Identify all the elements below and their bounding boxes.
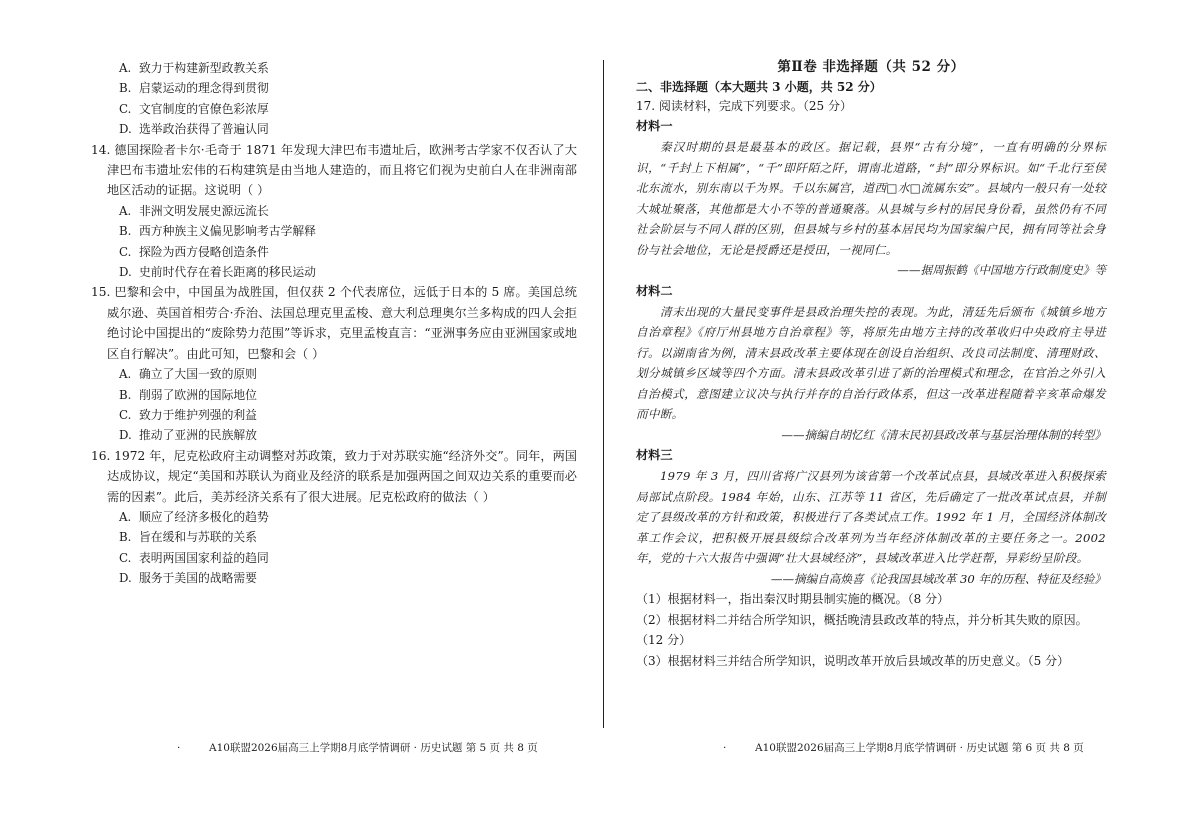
question-14-stem: 14. 德国探险者卡尔·毛奇于 1871 年发现大津巴布韦遗址后，欧洲考古学家不仅否认了大津巴布韦遗址宏伟的石构建筑是由当地人建造的，而且将它们视为史前白人在非洲南部地区活动的证据。这说明（ ） xyxy=(91,142,577,198)
material-2-source: ——摘编自胡忆红《清末民初县政改革与基层治理体制的转型》 xyxy=(781,427,1106,442)
option-a[interactable]: A. 确立了大国一致的原则 xyxy=(119,367,257,382)
option-d[interactable]: D. 服务于美国的战略需要 xyxy=(119,571,257,586)
sub-question-1: （1）根据材料一，指出秦汉时期县制实施的概况。（8 分） xyxy=(636,592,950,606)
sub-question-2: （2）根据材料二并结合所学知识，概括晚清县政改革的特点，并分析其失败的原因。（12 分） xyxy=(636,612,1088,647)
material-1-source: ——据周振鹤《中国地方行政制度史》等 xyxy=(897,263,1106,277)
option-b[interactable]: B. 启蒙运动的理念得到贯彻 xyxy=(119,81,269,96)
option-c[interactable]: C. 致力于维护列强的利益 xyxy=(119,407,257,422)
option-d[interactable]: D. 选举政治获得了普遍认同 xyxy=(119,122,269,137)
option-b[interactable]: B. 削弱了欧洲的国际地位 xyxy=(119,387,257,402)
material-2-heading: 材料二 xyxy=(636,283,673,298)
column-divider xyxy=(603,60,604,728)
option-list-q13 xyxy=(91,58,577,140)
right-page-column xyxy=(636,58,1106,671)
section-subtitle: 二、非选择题（本大题共 3 小题，共 52 分） xyxy=(636,80,882,94)
section-title: 第Ⅱ卷 非选择题（共 52 分） xyxy=(777,59,965,75)
material-1-heading: 材料一 xyxy=(636,119,673,133)
option-b[interactable]: B. 西方种族主义偏见影响考古学解释 xyxy=(119,224,316,239)
option-a[interactable]: A. 致力于构建新型政教关系 xyxy=(119,61,269,75)
question-17-intro: 17. 阅读材料，完成下列要求。（25 分） xyxy=(636,99,852,113)
footer-text: A10联盟2026届高三上学期8月底学情调研 · 历史试题 第 5 页 共 8 页 xyxy=(209,742,538,754)
material-1-body: 秦汉时期的县是最基本的政区。据记载，县界“古有分境”，一直有明确的分界标识，“千封上下相属”，“千”即阡陌之阡，谓南北道路，“封”即分界标识。如“千北行至侯北东流水，别东南以千为界。千以东属宫，道西□水□流属东安”。县域内一般只有一处较大城址聚落，其他都是大小不等的普通聚落。从县城与乡村的居民身份看，虽然仍有不同社会阶层与不同人群的区别，但县城与乡村的基本居民均为国家编户民，拥有同等社会身份与社会地位，无论是授爵还是授田，一视同仁。 xyxy=(636,140,1106,257)
footer-text: A10联盟2026届高三上学期8月底学情调研 · 历史试题 第 6 页 共 8 页 xyxy=(755,742,1084,754)
question-16 xyxy=(91,446,577,589)
question-15 xyxy=(91,282,577,445)
left-page-footer xyxy=(177,741,538,755)
option-a[interactable]: A. 顺应了经济多极化的趋势 xyxy=(119,509,269,524)
option-c[interactable]: C. 探险为西方侵略创造条件 xyxy=(119,244,269,259)
question-15-stem: 15. 巴黎和会中，中国虽为战胜国，但仅获 2 个代表席位，远低于日本的 5 席。美国总统威尔逊、英国首相劳合·乔治、法国总理克里孟梭、意大利总理奥尔兰多构成的四人会拒绝讨论中国提出的“废除势力范围”等诉求，克里孟梭直言：“亚洲事务应由亚洲国家或地区自行解决”。由此可知，巴黎和会（ ） xyxy=(91,285,577,361)
material-2-body: 清末出现的大量民变事件是县政治理失控的表现。为此，清廷先后颁布《城镇乡地方自治章程》《府厅州县地方自治章程》等，将原先由地方主持的改革收归中央政府主导进行。以湖南省为例，清末县政改革主要体现在创设自治组织、改良司法制度、清理财政、划分城镇乡区域等四个方面。清末县政改革引进了新的治理模式和理念，在官治之外引入自治模式，意图建立议决与执行并存的自治行政体系，但这一改革进程随着辛亥革命爆发而中断。 xyxy=(636,304,1106,421)
left-page-column xyxy=(91,58,577,589)
material-3-source: ——摘编自高焕喜《论我国县域改革 30 年的历程、特征及经验》 xyxy=(770,571,1106,586)
right-page-footer xyxy=(723,741,1084,755)
footer-dot: · xyxy=(177,742,181,754)
sub-question-3: （3）根据材料三并结合所学知识，说明改革开放后县域改革的历史意义。（5 分） xyxy=(636,653,1070,668)
option-d[interactable]: D. 推动了亚洲的民族解放 xyxy=(119,428,257,443)
option-b[interactable]: B. 旨在缓和与苏联的关系 xyxy=(119,530,257,545)
footer-dot: · xyxy=(723,742,727,754)
question-14 xyxy=(91,140,577,283)
option-d[interactable]: D. 史前时代存在着长距离的移民运动 xyxy=(119,265,316,280)
option-a[interactable]: A. 非洲文明发展史源远流长 xyxy=(119,203,269,218)
question-16-stem: 16. 1972 年，尼克松政府主动调整对苏政策，致力于对苏联实施“经济外交”。同年，两国达成协议，规定“美国和苏联认为商业及经济的联系是加强两国之间双边关系的重要而必需的因素”。此后，美苏经济关系有了很大进展。尼克松政府的做法（ ） xyxy=(91,448,577,504)
material-3-heading: 材料三 xyxy=(636,448,673,462)
material-3-body: 1979 年 3 月，四川省将广汉县列为该省第一个改革试点县，县域改革进入积极探索局部试点阶段。1984 年始，山东、江苏等 11 省区，先后确定了一批改革试点县，并制定了县级改革的方针和政策，积极进行了各类试点工作。1992 年 1 月，全国经济体制改革工作会议，把积极开展县级综合改革列为当年经济体制改革的主要任务之一。2002 年，党的十六大报告中强调“壮大县域经济”，县域改革进入比学赶帮，异彩纷呈阶段。 xyxy=(636,469,1106,565)
option-c[interactable]: C. 文官制度的官僚色彩浓厚 xyxy=(119,101,269,116)
option-c[interactable]: C. 表明两国国家利益的趋同 xyxy=(119,550,269,565)
